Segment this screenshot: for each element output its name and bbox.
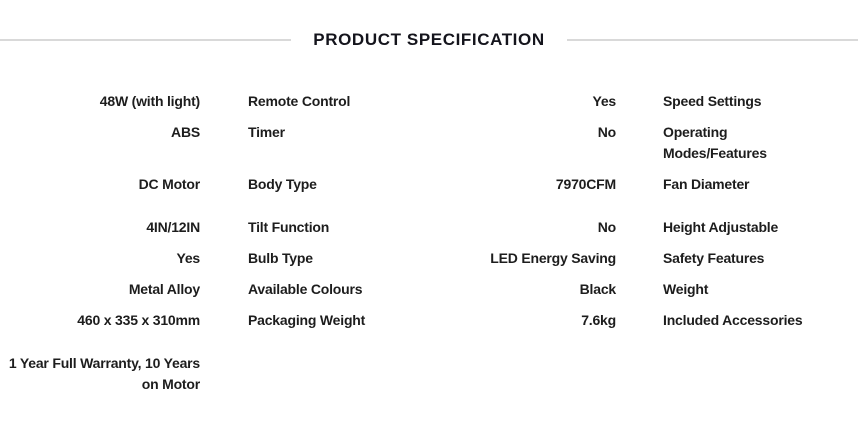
spec-table <box>0 91 858 395</box>
spec-value: 48W (with light) <box>99 93 200 109</box>
spec-value: 4IN/12IN <box>146 219 200 235</box>
spec-value: Yes <box>176 250 200 266</box>
spec-value: LED Energy Saving <box>490 250 616 266</box>
spec-label: Fan Diameter <box>663 176 750 192</box>
spec-value: Metal Alloy <box>128 281 200 297</box>
spec-label: Speed Settings <box>663 93 762 109</box>
spec-value: DC Motor <box>138 176 200 192</box>
spec-row <box>0 122 858 164</box>
spec-label: Timer <box>248 124 285 140</box>
spec-label: Available Colours <box>248 281 363 297</box>
spec-label: Height Adjustable <box>663 219 779 235</box>
spec-value: 7970CFM <box>555 176 616 192</box>
spec-label: Included Accessories <box>663 312 803 328</box>
spec-row <box>0 91 858 112</box>
spec-label: Weight <box>663 281 709 297</box>
spec-label <box>616 353 858 395</box>
spec-label: Bulb Type <box>248 250 313 266</box>
spec-value: Black <box>579 281 616 297</box>
spec-label: Safety Features <box>663 250 765 266</box>
spec-value: No <box>597 124 616 140</box>
section-header <box>0 30 858 50</box>
spec-value <box>430 353 616 395</box>
spec-row <box>0 248 858 269</box>
section-title: PRODUCT SPECIFICATION <box>313 30 545 49</box>
spec-row-warranty <box>0 353 858 395</box>
spec-label: Remote Control <box>248 93 351 109</box>
spec-value: No <box>597 219 616 235</box>
spec-value: Yes <box>592 93 616 109</box>
spec-row <box>0 310 858 331</box>
spec-value: ABS <box>171 124 200 140</box>
spec-value: 460 x 335 x 310mm <box>77 312 200 328</box>
spec-value: 7.6kg <box>581 312 616 328</box>
divider-line-left <box>0 39 291 41</box>
spec-label: Packaging Weight <box>248 312 366 328</box>
spec-row <box>0 217 858 238</box>
divider-line-right <box>567 39 858 41</box>
spec-label: Operating Modes/Features <box>663 124 767 161</box>
spec-value: 1 Year Full Warranty, 10 Years on Motor <box>8 355 200 392</box>
spec-label: Body Type <box>248 176 317 192</box>
spec-label <box>200 353 430 395</box>
spec-label: Tilt Function <box>248 219 330 235</box>
spec-row <box>0 174 858 195</box>
spec-row <box>0 279 858 300</box>
